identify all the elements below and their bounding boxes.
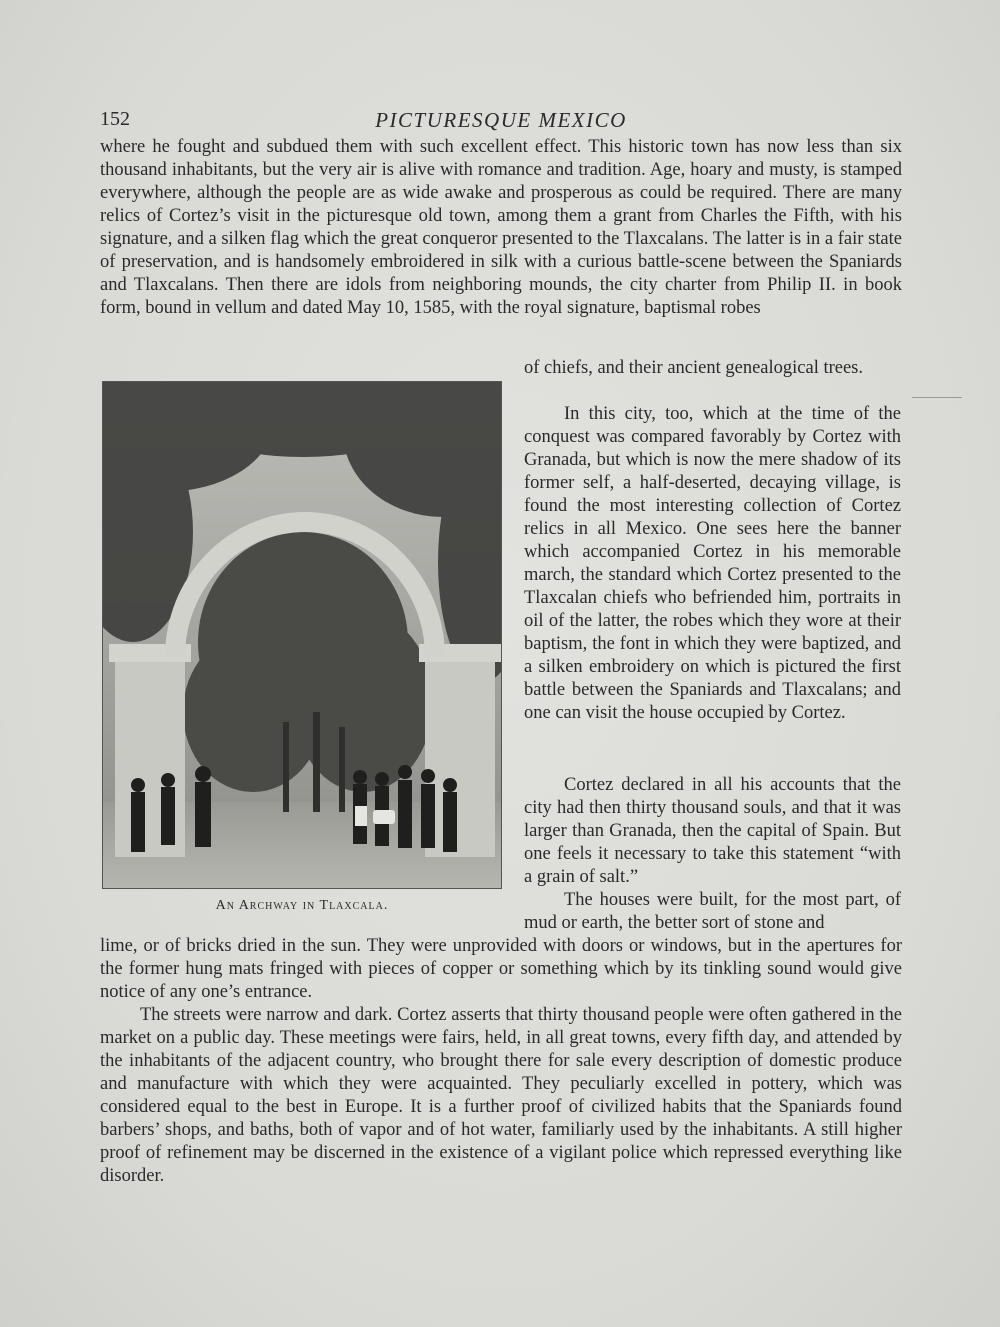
paragraph-population: Cortez declared in all his accounts that the city had then thirty thousand souls, and that it was larger than Granada, then the capital of Spain. But one feels it necessary to take this statement “with a grain of salt.”	[524, 775, 901, 887]
paragraph-relics: In this city, too, which at the time of the conquest was compared favorably by Cortez with Granada, but which is now the mere shadow of its former self, a half-deserted, decaying village, is found the most interesting collection of Cortez relics in all Mexico. One sees here the banner which accompanied Cortez in his memorable march, the standard which Cortez presented to the Tlaxcalan chiefs who befriended him, portraits in oil of the latter, the robes which they wore at their baptism, the font in which they were baptized, and a silken embroidery on which is pictured the first battle between the Spaniards and Tlaxcalans; and one can visit the house occupied by Cortez.	[524, 404, 901, 723]
page-header	[100, 108, 902, 136]
paragraph-houses: The houses were built, for the most part, of mud or earth, the better sort of stone and	[524, 890, 901, 933]
margin-mark	[912, 397, 962, 398]
paragraph-streets: The streets were narrow and dark. Cortez asserts that thirty thousand people were often gathered in the market on a public day. These meetings were fairs, held, in all great towns, every fifth day, and attended by the inhabitants of the adjacent country, who brought there for sale every description of domestic produce and manufacture with which they were acquainted. They peculiarly excelled in pottery, which was considered equal to the best in Europe. It is a further proof of civilized habits that the Spaniards found barbers’ shops, and baths, both of vapor and of hot water, familiarly used by the inhabitants. A still higher proof of refinement may be discerned in the existence of a vigilant police which repressed everything like disorder.	[100, 1005, 902, 1186]
paragraph-opening-continued: of chiefs, and their ancient genealogical trees.	[524, 358, 864, 378]
page-number: 152	[100, 108, 130, 130]
archway-photograph	[102, 381, 502, 889]
paragraph-houses-continued: lime, or of bricks dried in the sun. They were unprovided with doors or windows, but in the apertures for the former hung mats fringed with pieces of copper or something which by its tinkling sound would give notice of any one’s entrance.	[100, 936, 902, 1002]
running-head: PICTURESQUE MEXICO	[375, 108, 627, 132]
figure-caption: An Archway in Tlaxcala.	[215, 898, 389, 913]
paragraph-opening: where he fought and subdued them with such excellent effect. This historic town has now less than six thousand inhabitants, but the very air is alive with romance and tradition. Age, hoary and musty, is stamped everywhere, although the people are as wide awake and prosperous as could be required. There are many relics of Cortez’s visit in the picturesque old town, among them a grant from Charles the Fifth, with his signature, and a silken flag which the great conqueror presented to the Tlaxcalans. The latter is in a fair state of preservation, and is handsomely embroidered in silk with a curious battle-scene between the Spaniards and Tlaxcalans. Then there are idols from neighboring mounds, the city charter from Philip II. in book form, bound in vellum and dated May 10, 1585, with the royal signature, baptismal robes	[100, 137, 902, 318]
archway-illustration	[103, 382, 501, 888]
